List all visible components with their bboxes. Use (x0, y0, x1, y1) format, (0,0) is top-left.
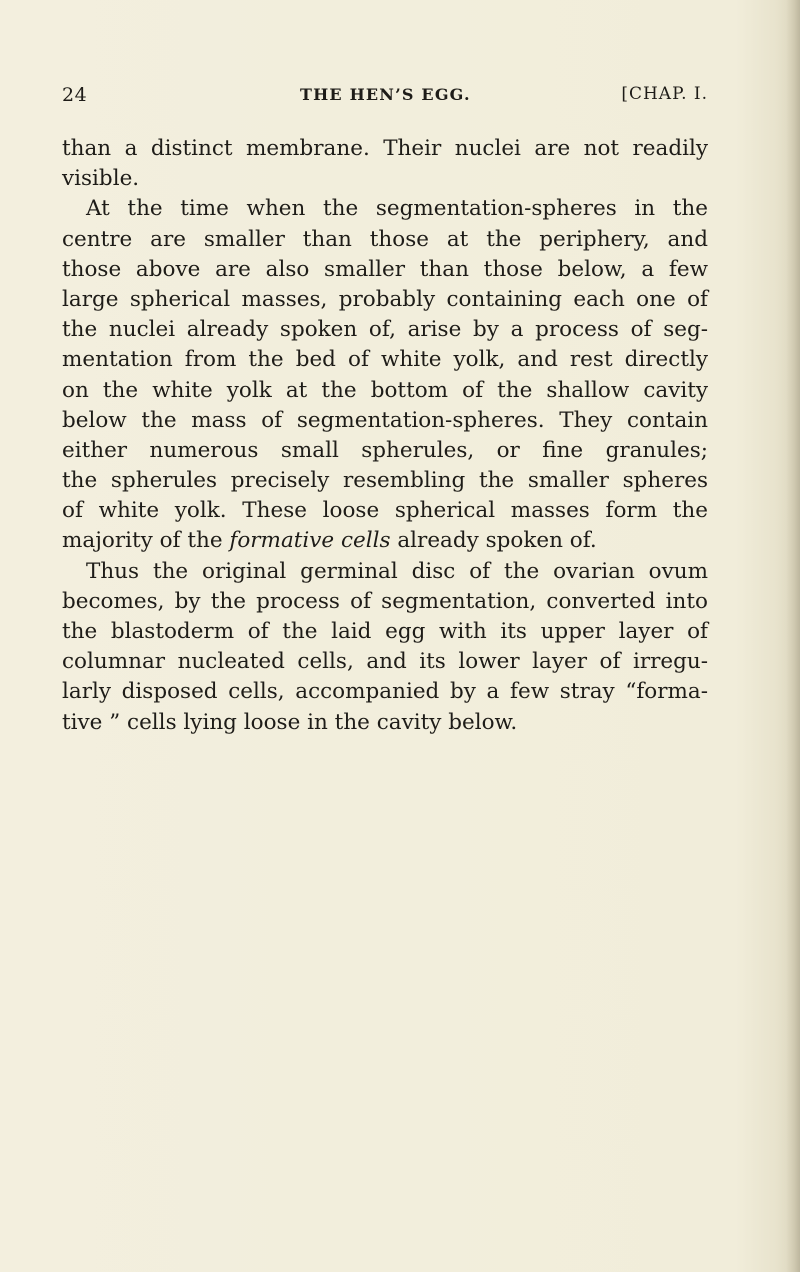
text-line: those above are also smaller than those below, a few (62, 256, 708, 282)
running-title: THE HEN’S EGG. (300, 85, 471, 104)
chapter-reference: [CHAP. I. (621, 84, 708, 104)
text-line (62, 526, 708, 556)
text-line: the blastoderm of the laid egg with its upper layer of (62, 619, 708, 644)
text-line: large spherical masses, probably containing each one of (62, 286, 708, 312)
text-line: becomes, by the process of segmentation, converted into (62, 588, 708, 614)
text-line: than a distinct membrane. Their nuclei are not readily (62, 136, 708, 161)
italic-term-formative-cells: formative cells (229, 528, 391, 554)
text-line: mentation from the bed of white yolk, and rest directly (62, 347, 708, 373)
text-segment: already spoken of. (390, 528, 597, 554)
text-line: the spherules precisely resembling the smaller spheres (62, 468, 708, 494)
text-segment: majority of the (62, 528, 230, 554)
paragraph-start-line: At the time when the segmentation-spheres in the (86, 196, 708, 222)
text-line: tive ” cells lying loose in the cavity below. (62, 709, 518, 735)
text-line: visible. (62, 166, 140, 192)
paragraph-start-line: Thus the original germinal disc of the ovarian ovum (86, 558, 708, 584)
text-line: centre are smaller than those at the periphery, and (62, 226, 708, 252)
text-line: the nuclei already spoken of, arise by a process of seg- (62, 317, 708, 343)
text-line: on the white yolk at the bottom of the shallow cavity (62, 377, 708, 403)
text-line: columnar nucleated cells, and its lower layer of irregu- (62, 649, 708, 675)
running-header (62, 82, 708, 112)
text-line: of white yolk. These loose spherical masses form the (62, 498, 708, 524)
page-number: 24 (62, 84, 88, 106)
text-line: larly disposed cells, accompanied by a few stray “forma- (62, 679, 708, 705)
text-line: either numerous small spherules, or fine granules; (62, 437, 708, 463)
text-line: below the mass of segmentation-spheres. They contain (62, 407, 708, 433)
page-edge-shadow (786, 0, 800, 1272)
body-text (62, 134, 708, 738)
